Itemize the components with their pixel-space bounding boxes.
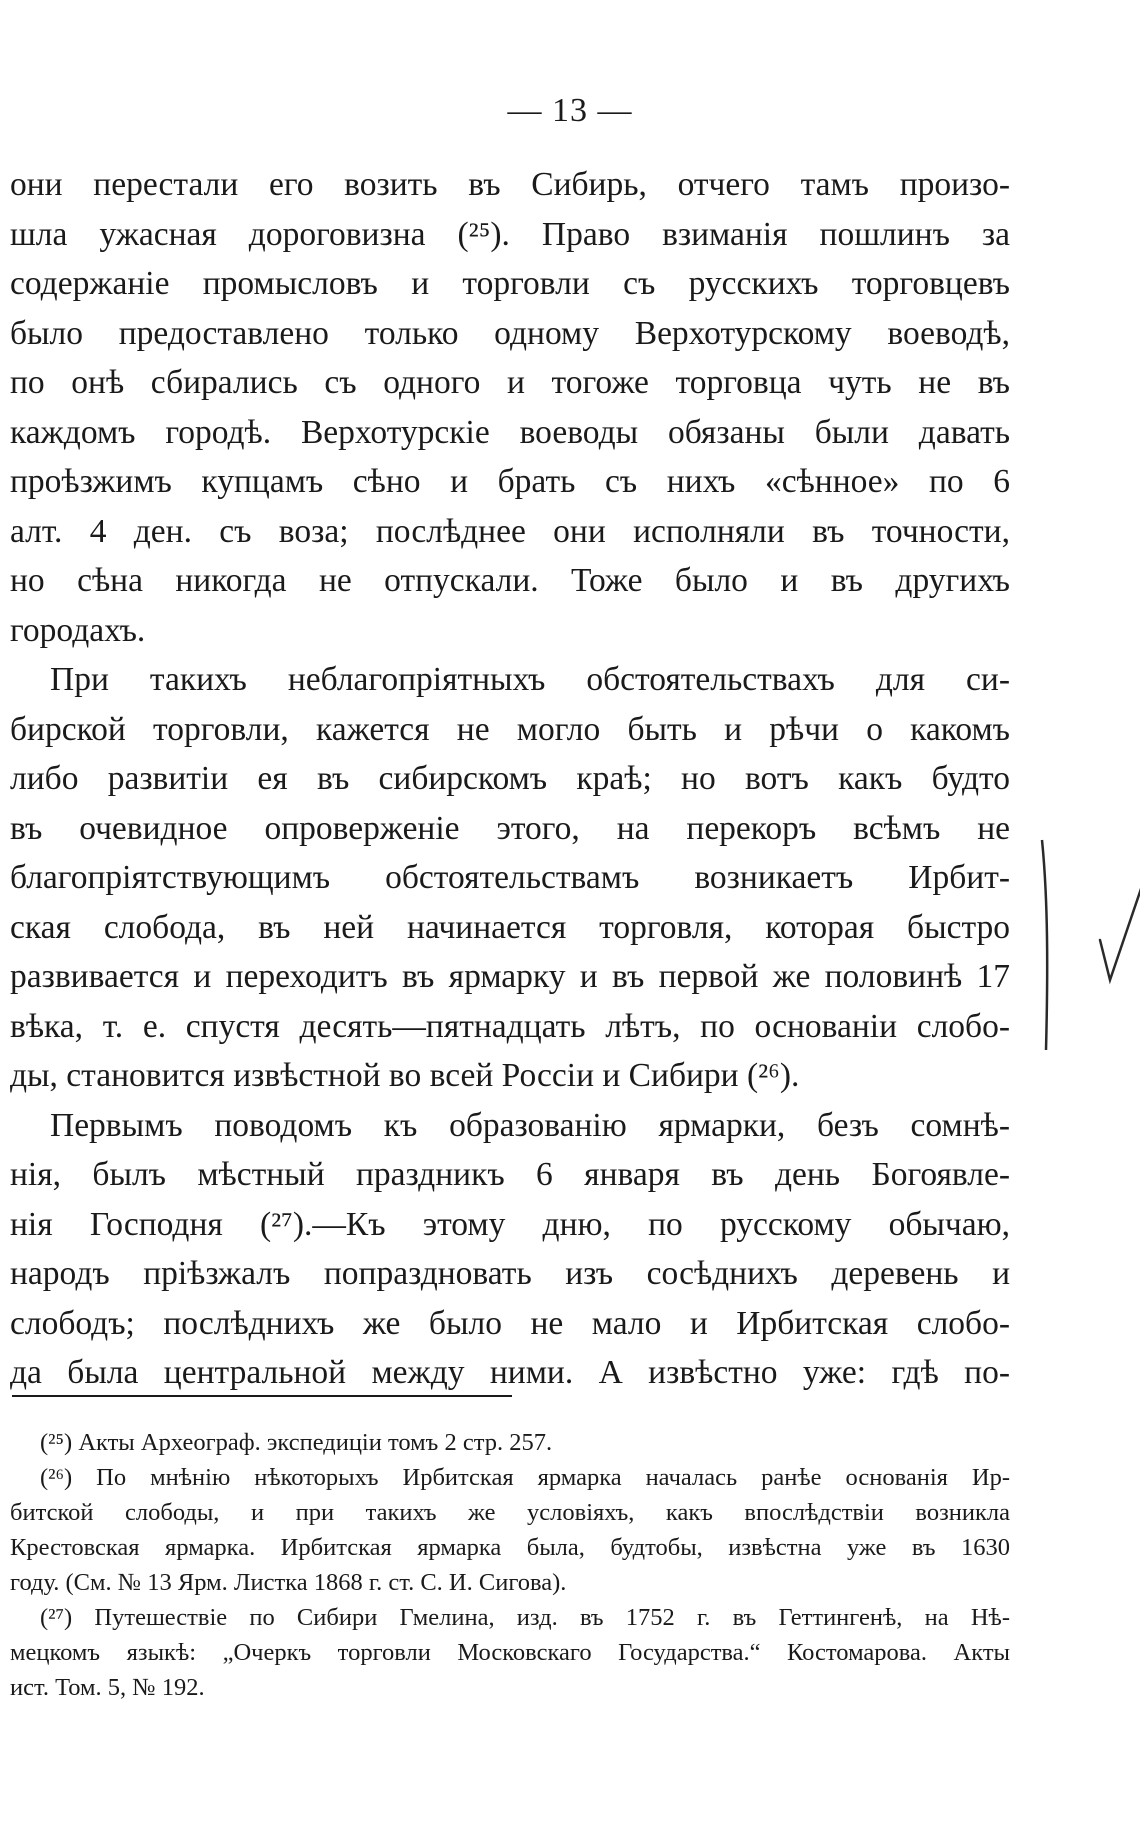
footnote-line: году. (См. № 13 Ярм. Листка 1868 г. ст. С. И. Сигова). [10,1569,567,1596]
text-line: они перестали его возить въ Сибирь, отчего тамъ произо- [10,166,1010,203]
page-number: — 13 — [507,92,633,129]
text-line: проѣзжимъ купцамъ сѣно и брать съ нихъ «сѣнное» по 6 [10,463,1010,500]
footnote-divider [12,1395,512,1397]
text-line: содержаніе промысловъ и торговли съ русскихъ торговцевъ [10,265,1010,302]
text-line: бирской торговли, кажется не могло быть и рѣчи о какомъ [10,710,1010,748]
footnote-line: (²⁶) По мнѣнію нѣкоторыхъ Ирбитская ярмарка началась ранѣе основанія Ир- [40,1464,1010,1491]
margin-check-mark [1040,820,1140,1060]
text-line: нія, былъ мѣстный праздникъ 6 января въ день Богоявле- [10,1156,1010,1193]
footnote-line: мецкомъ языкѣ: „Очеркъ торговли Московскаго Государства.“ Костомарова. Акты [10,1639,1010,1666]
text-line: народъ пріѣзжалъ попраздновать изъ сосѣднихъ деревень и [10,1255,1010,1292]
text-line: нія Господня (²⁷).—Къ этому дню, по русскому обычаю, [10,1205,1010,1243]
text-line: развивается и переходитъ въ ярмарку и въ первой же половинѣ 17 [10,958,1010,995]
text-line: шла ужасная дороговизна (²⁵). Право взиманія пошлинъ за [10,215,1010,253]
text-line: каждомъ городѣ. Верхотурскіе воеводы обязаны были давать [10,413,1010,451]
text-line: алт. 4 ден. съ воза; послѣднее они исполняли въ точности, [10,512,1010,550]
footnote-line: (²⁵) Акты Археограф. экспедиціи томъ 2 стр. 257. [40,1429,553,1456]
text-line: вѣка, т. е. спустя десять—пятнадцать лѣтъ, по основаніи слобо- [10,1007,1010,1045]
text-line: городахъ. [10,611,146,649]
text-line: да была центральной между ними. А извѣстно уже: гдѣ по- [10,1354,1010,1391]
footnote-line: Крестовская ярмарка. Ирбитская ярмарка была, будтобы, извѣстна уже въ 1630 [10,1534,1010,1561]
footnote-line: (²⁷) Путешествіе по Сибири Гмелина, изд. въ 1752 г. въ Геттингенѣ, на Нѣ- [40,1604,1010,1631]
text-line: При такихъ неблагопріятныхъ обстоятельствахъ для си- [50,661,1010,698]
text-line: либо развитіи ея въ сибирскомъ краѣ; но вотъ какъ будто [10,760,1010,797]
text-line: но сѣна никогда не отпускали. Тоже было и въ другихъ [10,562,1010,599]
text-line: Первымъ поводомъ къ образованію ярмарки, безъ сомнѣ- [50,1106,1010,1144]
footnote-line: ист. Том. 5, № 192. [10,1674,205,1701]
footnote-line: битской слободы, и при такихъ же условіяхъ, какъ впослѣдствіи возникла [10,1499,1010,1526]
text-line: было предоставлено только одному Верхотурскому воеводѣ, [10,314,1010,352]
text-line: въ очевидное опроверженіе этого, на перекоръ всѣмъ не [10,809,1010,847]
text-line: ская слобода, въ ней начинается торговля, которая быстро [10,908,1010,946]
text-line: по онѣ сбирались съ одного и тогоже торговца чуть не въ [10,364,1010,401]
footnotes [10,1425,1010,1705]
text-line: слободъ; послѣднихъ же было не мало и Ирбитская слобо- [10,1304,1010,1342]
text-line: ды, становится извѣстной во всей Россіи и Сибири (²⁶). [10,1057,800,1094]
text-line: благопріятствующимъ обстоятельствамъ возникаетъ Ирбит- [10,859,1010,896]
main-text [10,160,1010,1398]
